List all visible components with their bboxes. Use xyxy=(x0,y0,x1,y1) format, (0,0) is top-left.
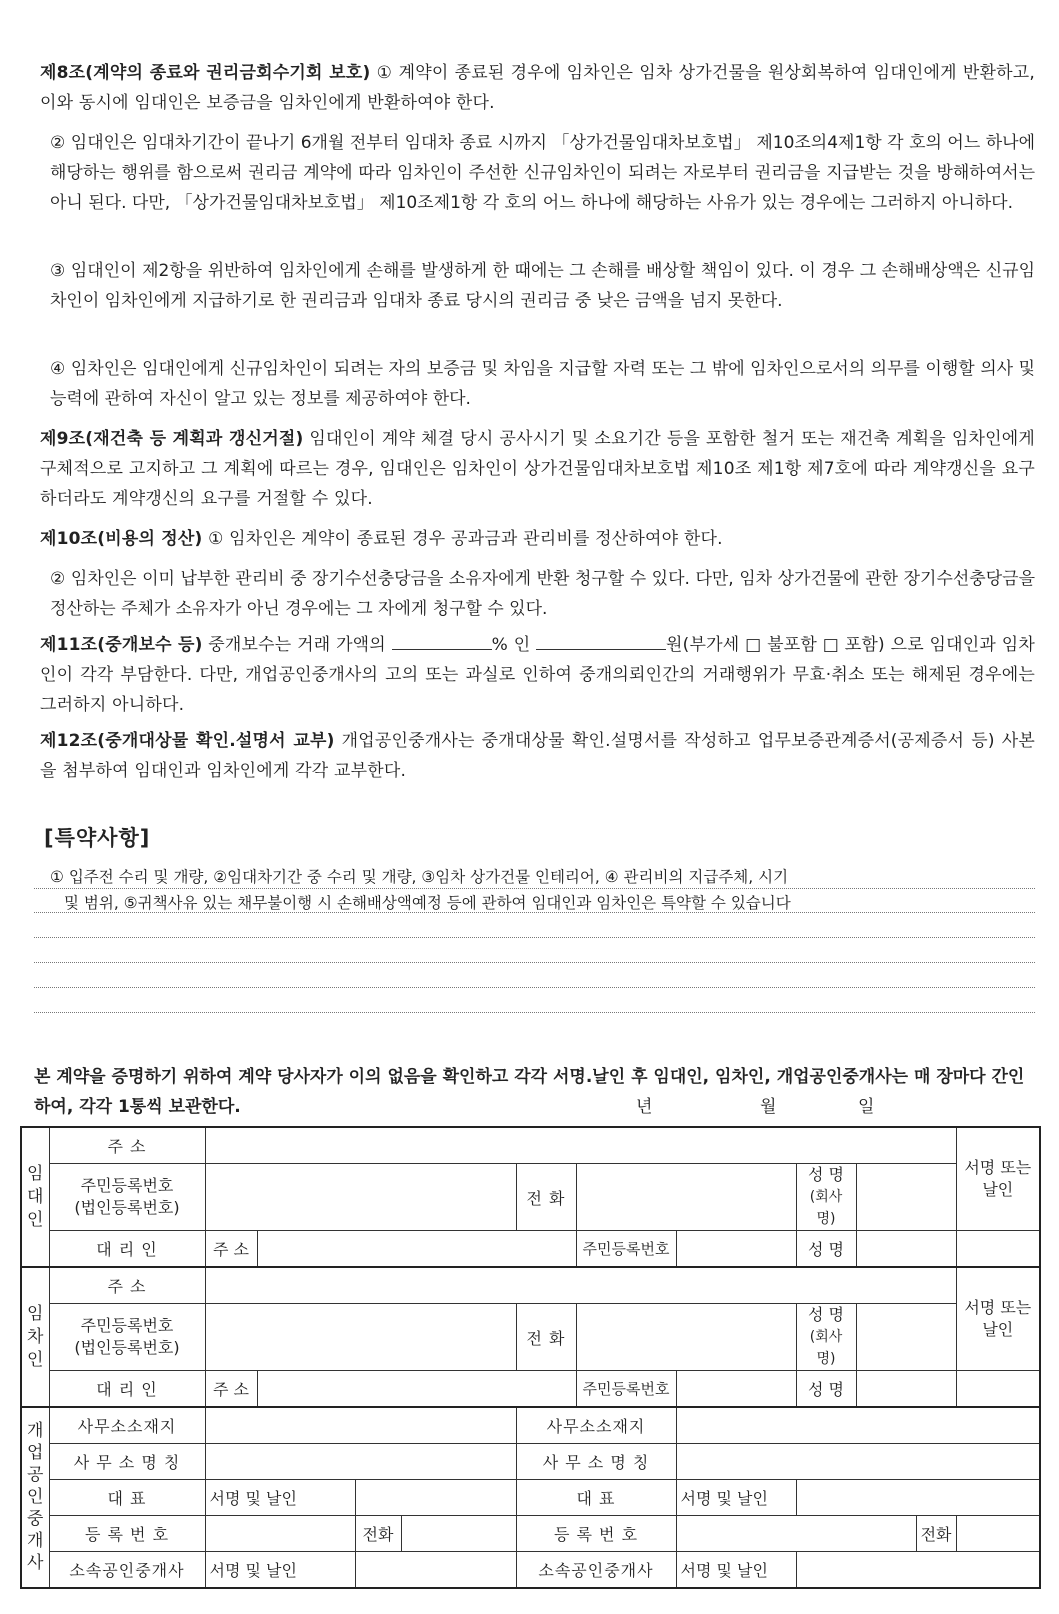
lessor-address-field[interactable] xyxy=(205,1127,956,1164)
lessor-agent-address-field[interactable] xyxy=(257,1231,576,1268)
broker2-representative-field[interactable] xyxy=(796,1480,1040,1516)
lessee-corp-text: (법인등록번호) xyxy=(74,1338,180,1357)
lessor-company-text: (회사명) xyxy=(809,1189,843,1227)
lessor-corp-text: (법인등록번호) xyxy=(74,1198,180,1217)
special-terms-writing-line[interactable] xyxy=(34,1012,1035,1013)
broker-office-location-row xyxy=(21,1407,1040,1444)
lessor-resident-field[interactable] xyxy=(205,1164,516,1231)
article-8-clause-3: ③ 임대인이 제2항을 위반하여 임차인에게 손해를 발생하게 한 때에는 그 손해를 배상할 책임이 있다. 이 경우 그 손해배상액은 신규임차인이 임차인에게 지급하기로 한 권리금과 임대차 종료 당시의 권리금 중 낮은 금액을 넘지 못한다. xyxy=(50,261,1035,311)
lessor-address-label: 주 소 xyxy=(49,1127,205,1164)
broker1-phone-label: 전화 xyxy=(355,1516,401,1552)
lessee-company-text: (회사명) xyxy=(809,1329,843,1367)
broker1-office-location-label: 사무소소재지 xyxy=(49,1407,205,1444)
special-terms-writing-line[interactable] xyxy=(34,962,1035,963)
lessor-agent-resident-label: 주민등록번호 xyxy=(576,1231,676,1268)
broker2-registration-label: 등 록 번 호 xyxy=(516,1516,676,1552)
broker1-affiliated-label: 소속공인중개사 xyxy=(49,1552,205,1589)
lessee-address-label: 주 소 xyxy=(49,1267,205,1304)
broker2-office-location-field[interactable] xyxy=(676,1407,1040,1444)
date-day-label: 일 xyxy=(858,1097,875,1117)
lessee-agent-sign-field[interactable] xyxy=(956,1371,1040,1408)
broker1-office-name-label: 사 무 소 명 칭 xyxy=(49,1444,205,1480)
article-10-heading: 제10조(비용의 정산) xyxy=(40,529,203,549)
special-terms-title: [특약사항] xyxy=(44,826,151,850)
lessor-agent-resident-field[interactable] xyxy=(676,1231,796,1268)
lessor-agent-name-label: 성 명 xyxy=(796,1231,856,1268)
broker1-affiliated-field[interactable] xyxy=(355,1552,516,1589)
broker1-affiliated-sign-label: 서명 및 날인 xyxy=(205,1552,355,1589)
lessee-id-row xyxy=(21,1304,1040,1371)
lessee-name-field[interactable] xyxy=(856,1304,956,1371)
special-terms-writing-line[interactable] xyxy=(34,937,1035,938)
lessor-section-label xyxy=(21,1127,49,1267)
article-8-heading: 제8조(계약의 종료와 권리금회수기회 보호) xyxy=(40,63,371,83)
lessor-name-label xyxy=(796,1164,856,1231)
commission-rate-blank[interactable] xyxy=(392,631,492,650)
special-terms-writing-line[interactable] xyxy=(34,987,1035,988)
date-year-label: 년 xyxy=(636,1097,653,1117)
lessee-address-row xyxy=(21,1267,1040,1304)
lessor-resident-text: 주민등록번호 xyxy=(80,1176,174,1195)
broker-label-text: 개업공인중개사 xyxy=(27,1421,44,1573)
lessee-resident-text: 주민등록번호 xyxy=(80,1316,174,1335)
broker-affiliated-row xyxy=(21,1552,1040,1589)
lessor-phone-label: 전 화 xyxy=(516,1164,576,1231)
broker1-sign-label: 서명 및 날인 xyxy=(205,1480,355,1516)
lessee-agent-name-label: 성 명 xyxy=(796,1371,856,1408)
broker-representative-row xyxy=(21,1480,1040,1516)
lessee-agent-resident-label: 주민등록번호 xyxy=(576,1371,676,1408)
lessor-name-field[interactable] xyxy=(856,1164,956,1231)
broker-section-label xyxy=(21,1407,49,1588)
lessee-name-label xyxy=(796,1304,856,1371)
lessor-agent-address-label: 주 소 xyxy=(205,1231,257,1268)
broker2-phone-label: 전화 xyxy=(916,1516,956,1552)
lessor-phone-field[interactable] xyxy=(576,1164,796,1231)
broker2-affiliated-field[interactable] xyxy=(796,1552,1040,1589)
signature-table xyxy=(20,1126,1041,1589)
broker2-office-name-label: 사 무 소 명 칭 xyxy=(516,1444,676,1480)
lessor-name-text: 성 명 xyxy=(808,1165,844,1184)
article-11-text-2: % 인 xyxy=(491,635,537,655)
broker2-registration-field[interactable] xyxy=(676,1516,916,1552)
broker1-phone-field[interactable] xyxy=(401,1516,516,1552)
broker1-registration-field[interactable] xyxy=(205,1516,355,1552)
article-10-body: ① 임차인은 계약이 종료된 경우 공과금과 관리비를 정산하여야 한다. xyxy=(202,529,723,549)
article-9 xyxy=(40,424,1035,514)
article-12 xyxy=(40,726,1035,786)
broker1-registration-label: 등 록 번 호 xyxy=(49,1516,205,1552)
lessee-resident-label xyxy=(49,1304,205,1371)
lessor-id-row xyxy=(21,1164,1040,1231)
lessee-agent-resident-field[interactable] xyxy=(676,1371,796,1408)
article-11-text-1: 중개보수는 거래 가액의 xyxy=(202,635,392,655)
date-month-label: 월 xyxy=(760,1097,777,1117)
broker1-representative-label: 대 표 xyxy=(49,1480,205,1516)
closing-statement: 본 계약을 증명하기 위하여 계약 당사자가 이의 없음을 확인하고 각각 서명.날인 후 임대인, 임차인, 개업공인중개사는 매 장마다 간인하여, 각각 1통씩 보관한다. xyxy=(34,1067,1025,1117)
lessee-label-text: 임차인 xyxy=(27,1303,44,1370)
broker1-office-name-field[interactable] xyxy=(205,1444,516,1480)
article-8 xyxy=(40,58,1035,118)
broker2-affiliated-label: 소속공인중개사 xyxy=(516,1552,676,1589)
article-8-body: ① 계약이 종료된 경우에 임차인은 임차 상가건물을 원상회복하여 임대인에게 반환하고, 이와 동시에 임대인은 보증금을 임차인에게 반환하여야 한다. xyxy=(40,63,1035,113)
lessor-address-row xyxy=(21,1127,1040,1164)
article-9-body: 임대인이 계약 체결 당시 공사시기 및 소요기간 등을 포함한 철거 또는 재건축 계획을 임차인에게 구체적으로 고지하고 그 계획에 따르는 경우, 임대인은 임차인이 상가건물임대차보호법 제10조 제1항 제7호에 따라 계약갱신을 요구하더라도 계약갱신의 요구를 거절할 수 있다. xyxy=(40,429,1035,509)
article-10 xyxy=(40,524,1035,554)
lessee-agent-label: 대 리 인 xyxy=(49,1371,205,1408)
article-11-text-3: 원(부가세 □ 불포함 □ 포함) 으로 임대인과 임차인이 각각 부담한다. 다만, 개업공인중개사의 고의 또는 과실로 인하여 중개의뢰인간의 거래행위가 무효·취소 또는 해제된 경우에는 그러하지 아니하다. xyxy=(40,635,1035,715)
lessee-phone-field[interactable] xyxy=(576,1304,796,1371)
article-10-clause-2: ② 임차인은 이미 납부한 관리비 중 장기수선충당금을 소유자에게 반환 청구할 수 있다. 다만, 임차 상가건물에 관한 장기수선충당금을 정산하는 주체가 소유자가 아닌 경우에는 그 자에게 청구할 수 있다. xyxy=(50,569,1035,619)
article-8-clause-2: ② 임대인은 임대차기간이 끝나기 6개월 전부터 임대차 종료 시까지 「상가건물임대차보호법」 제10조의4제1항 각 호의 어느 하나에 해당하는 행위를 함으로써 권리금 계약에 따라 임차인이 주선한 신규임차인이 되려는 자로부터 권리금을 지급받는 것을 방해하여서는 아니 된다. 다만, 「상가건물임대차보호법」 제10조제1항 각 호의 어느 하나에 해당하는 사유가 있는 경우에는 그러하지 아니하다. xyxy=(50,133,1035,213)
article-9-heading: 제9조(재건축 등 계획과 갱신거절) xyxy=(40,429,304,449)
lessee-sign-box[interactable]: 서명 또는 날인 xyxy=(956,1267,1040,1371)
lessee-phone-label: 전 화 xyxy=(516,1304,576,1371)
article-11-heading: 제11조(중개보수 등) xyxy=(40,635,203,655)
broker2-affiliated-sign-label: 서명 및 날인 xyxy=(676,1552,796,1589)
lessee-resident-field[interactable] xyxy=(205,1304,516,1371)
lessor-resident-label xyxy=(49,1164,205,1231)
article-8-clause-4: ④ 임차인은 임대인에게 신규임차인이 되려는 자의 보증금 및 차임을 지급할 자력 또는 그 밖에 임차인으로서의 의무를 이행할 의사 및 능력에 관하여 자신이 알고 있는 정보를 제공하여야 한다. xyxy=(50,359,1035,409)
article-12-heading: 제12조(중개대상물 확인.설명서 교부) xyxy=(40,731,335,751)
lessee-agent-name-field[interactable] xyxy=(856,1371,956,1408)
lessee-section-label xyxy=(21,1267,49,1407)
broker2-sign-label: 서명 및 날인 xyxy=(676,1480,796,1516)
special-terms-writing-line[interactable] xyxy=(34,912,1035,913)
broker2-phone-field[interactable] xyxy=(956,1516,1040,1552)
special-terms-writing-line[interactable] xyxy=(34,888,1035,889)
lessee-agent-address-label: 주 소 xyxy=(205,1371,257,1408)
broker-registration-row xyxy=(21,1516,1040,1552)
lessor-agent-sign-field[interactable] xyxy=(956,1231,1040,1268)
commission-amount-blank[interactable] xyxy=(536,631,666,650)
special-terms-line-2: 및 범위, ⑤귀책사유 있는 채무불이행 시 손해배상액예정 등에 관하여 임대인과 임차인은 특약할 수 있습니다 xyxy=(64,894,791,912)
broker2-representative-label: 대 표 xyxy=(516,1480,676,1516)
article-12-body: 개업공인중개사는 중개대상물 확인.설명서를 작성하고 업무보증관계증서(공제증서 등) 사본을 첨부하여 임대인과 임차인에게 각각 교부한다. xyxy=(40,731,1035,781)
broker2-office-name-field[interactable] xyxy=(676,1444,1040,1480)
lessor-agent-name-field[interactable] xyxy=(856,1231,956,1268)
lessee-name-text: 성 명 xyxy=(808,1305,844,1324)
special-terms-line-1: ① 입주전 수리 및 개량, ②임대차기간 중 수리 및 개량, ③임차 상가건물 인테리어, ④ 관리비의 지급주체, 시기 xyxy=(50,868,789,886)
article-11 xyxy=(40,630,1035,720)
special-terms-body xyxy=(50,864,1035,916)
lessee-agent-address-field[interactable] xyxy=(257,1371,576,1408)
broker1-representative-field[interactable] xyxy=(355,1480,516,1516)
lessor-sign-box[interactable]: 서명 또는 날인 xyxy=(956,1127,1040,1231)
broker2-office-location-label: 사무소소재지 xyxy=(516,1407,676,1444)
lessor-agent-row xyxy=(21,1231,1040,1268)
lessee-address-field[interactable] xyxy=(205,1267,956,1304)
lessor-label-text: 임대인 xyxy=(27,1163,44,1230)
broker-office-name-row xyxy=(21,1444,1040,1480)
broker1-office-location-field[interactable] xyxy=(205,1407,516,1444)
lessee-agent-row xyxy=(21,1371,1040,1408)
lessor-agent-label: 대 리 인 xyxy=(49,1231,205,1268)
